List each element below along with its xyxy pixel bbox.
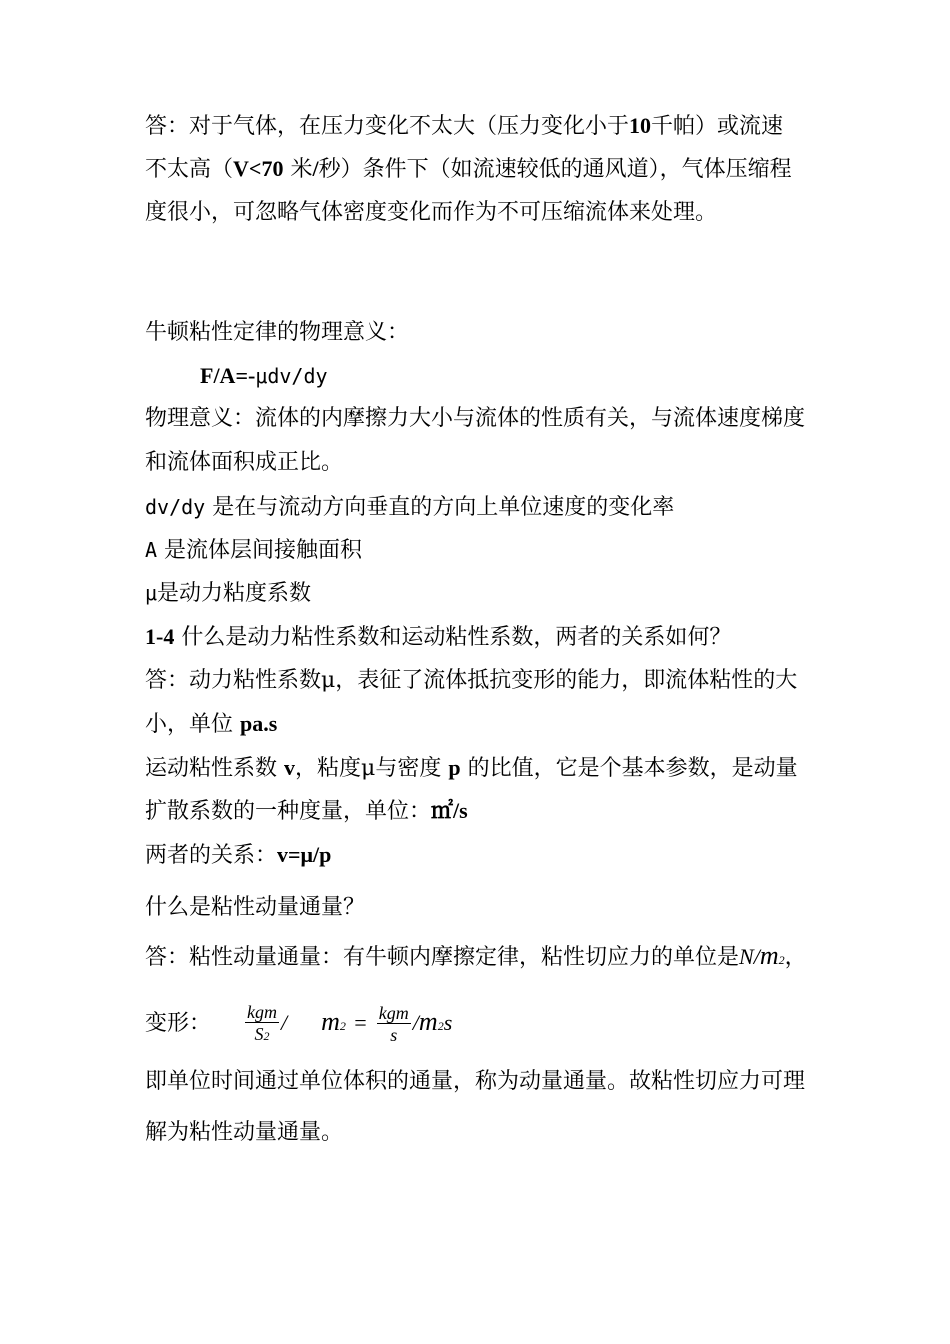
value-v70: V<70 [233,156,284,181]
relation-formula: v=μ/p [277,842,332,867]
meaning-line-1 [145,404,815,434]
conclusion-line-1 [145,1067,815,1097]
math-m: m [759,941,779,970]
fraction-kgm-s2 [245,1002,279,1047]
math-m: m [418,1007,438,1036]
fraction-kgm-s [377,1003,411,1046]
symbol: μ [145,581,158,605]
formula-part: F/A=- [200,363,256,388]
section-heading-newton [145,318,815,348]
math-exp: 2 [339,1019,346,1033]
question-text: 什么是粘性动量通量？ [145,895,366,920]
label-transform: 变形： [145,1011,212,1036]
fraction-denominator: s [390,1024,398,1045]
math-equals: = [352,1010,368,1035]
meaning-line-2 [145,448,815,478]
slash: / [312,156,319,181]
math-n: N [739,944,754,969]
text-segment: 解为粘性动量通量。 [145,1120,344,1145]
newton-formula [200,361,870,391]
definition-dvdy [145,492,815,522]
text-segment: 答：动力粘性系数μ，表征了流体抵抗变形的能力，即流体粘性的大 [145,668,798,693]
text-segment: 秒）条件下（如流速较低的通风道），气体压缩程 [318,157,792,182]
unit-pas: pa.s [240,711,278,736]
text-segment: 即单位时间通过单位体积的通量，称为动量通量。故粘性切应力可理 [145,1069,806,1094]
symbol: dv/dy [145,495,206,519]
question-number: 1-4 [145,624,175,649]
text-segment: 物理意义：流体的内摩擦力大小与流体的性质有关，与流体速度梯度 [145,406,806,431]
text-segment: 是流体层间接触面积 [164,538,363,563]
symbol: A [145,538,158,562]
math-slash: / [281,1010,288,1035]
answer-line-3 [145,198,815,228]
punctuation: ， [784,945,807,970]
text-segment: 度很小，可忽略气体密度变化而作为不可压缩流体来处理。 [145,200,718,225]
question-1-4 [145,622,815,652]
transform-line [145,1000,815,1044]
text-segment: 扩散系数的一种度量，单位： [145,799,432,824]
value-10: 10 [629,113,652,138]
math-exp: 2 [437,1019,444,1033]
math-exp: 2 [778,953,785,967]
math-m: m [321,1007,340,1036]
kinematic-line-1 [145,753,815,783]
text-segment: 是动力粘度系数 [157,581,312,606]
symbol-p: p [448,755,461,780]
math-s: s [443,1010,453,1035]
math-exp: 2 [263,1028,270,1043]
text-segment: ，粘度μ与密度 [295,756,442,781]
math-slash: / [753,944,760,969]
math-slash: / [412,1010,419,1035]
text-segment: 答：对于气体，在压力变化不太大（压力变化小于 [145,114,630,139]
answer-dynamic-2 [145,709,815,739]
answer-dynamic-1 [145,666,815,696]
text-segment: 答：粘性动量通量：有牛顿内摩擦定律，粘性切应力的单位是 [145,945,740,970]
unit-m2s: ㎡/s [431,798,468,823]
text-segment: 不太高（ [145,157,234,182]
formula-part: μdv/dy [255,364,328,388]
answer-flux-1 [145,941,815,971]
fraction-denominator: S [254,1023,264,1044]
symbol-v: v [284,755,296,780]
text-segment: 的比值，它是个基本参数，是动量 [467,756,798,781]
text-segment: 和流体面积成正比。 [145,450,344,475]
question-momentum-flux [145,893,815,923]
relation-line [145,840,815,870]
heading-text: 牛顿粘性定律的物理意义： [145,320,410,345]
text-segment: 运动粘性系数 [145,756,278,781]
question-text: 什么是动力粘性系数和运动粘性系数，两者的关系如何？ [181,625,732,650]
conclusion-line-2 [145,1118,815,1148]
answer-line-1 [145,111,815,141]
answer-line-2 [145,154,815,184]
fraction-numerator: kgm [378,1002,409,1023]
definition-mu [145,578,815,608]
kinematic-line-2 [145,796,815,826]
text-segment: 米 [290,157,313,182]
text-segment: 千帕）或流速 [651,114,784,139]
fraction-numerator: kgm [247,1001,278,1022]
definition-a [145,535,815,565]
text-segment: 小，单位 [145,712,234,737]
text-segment: 两者的关系： [145,843,278,868]
text-segment: 是在与流动方向垂直的方向上单位速度的变化率 [212,495,675,520]
